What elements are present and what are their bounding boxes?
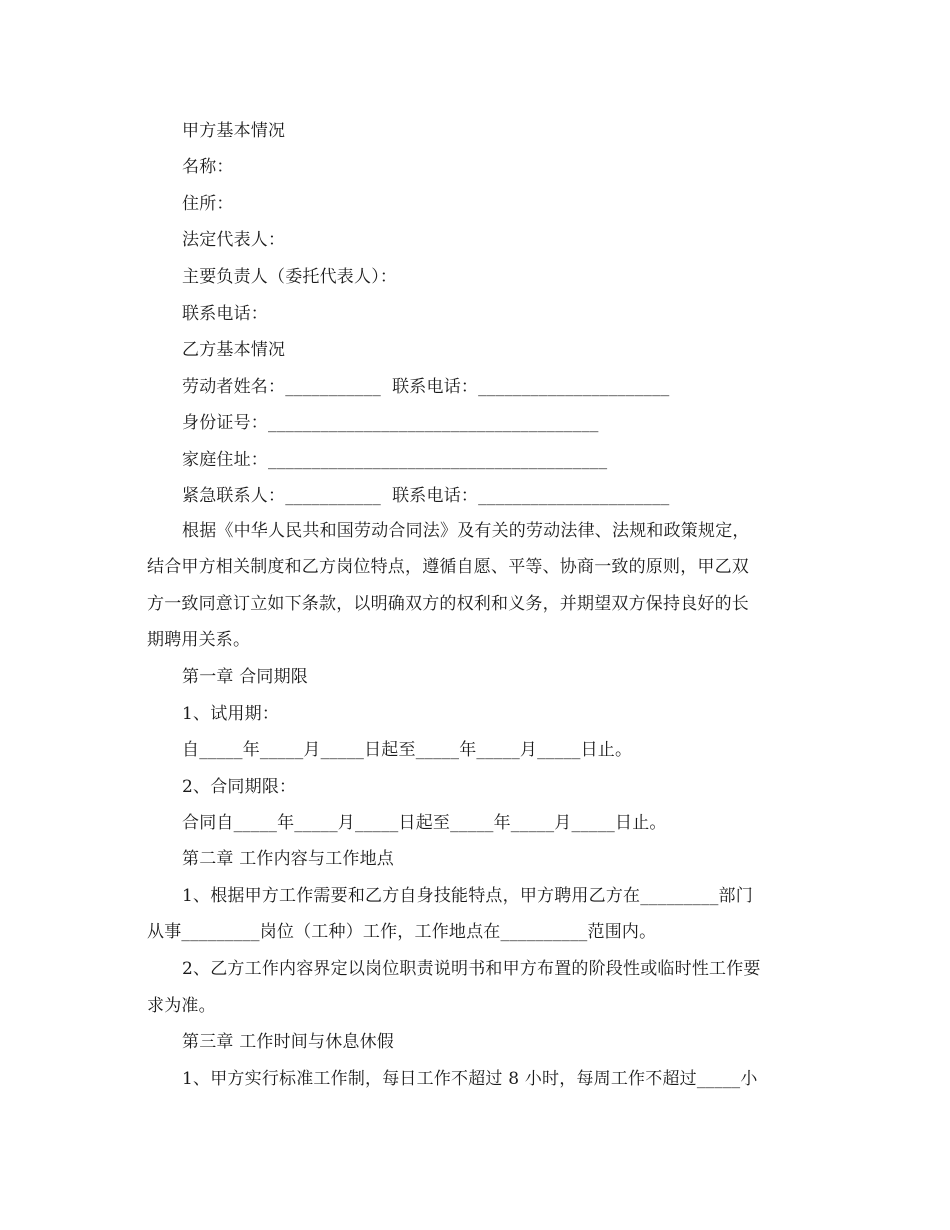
party-b-emergency-line: 紧急联系人：___________ 联系电话：______________________ xyxy=(182,486,670,506)
chapter-2-item-2-line-1: 2、乙方工作内容界定以岗位职责说明书和甲方布置的阶段性或临时性工作要 xyxy=(182,959,761,979)
chapter-2-item-1-line-2: 从事_________岗位（工种）工作，工作地点在__________范围内。 xyxy=(147,922,657,942)
party-a-name-label: 名称： xyxy=(182,157,234,177)
chapter-3-title: 第三章 工作时间与休息休假 xyxy=(182,1032,395,1052)
party-b-home-line: 家庭住址：_______________________________________ xyxy=(182,450,608,470)
preamble-line-4: 期聘用关系。 xyxy=(147,630,251,650)
chapter-1-item-1-text: 自_____年_____月_____日起至_____年_____月_____日止。 xyxy=(182,740,633,760)
party-a-heading: 甲方基本情况 xyxy=(182,121,286,141)
preamble-line-1: 根据《中华人民共和国劳动合同法》及有关的劳动法律、法规和政策规定， xyxy=(182,521,750,541)
party-a-address-label: 住所： xyxy=(182,194,234,214)
party-a-phone-label: 联系电话： xyxy=(182,304,268,324)
chapter-2-item-2-line-2: 求为准。 xyxy=(147,996,216,1016)
party-a-legal-rep-label: 法定代表人： xyxy=(182,230,286,250)
chapter-3-item-1: 1、甲方实行标准工作制，每日工作不超过 8 小时，每周工作不超过_____小 xyxy=(182,1069,758,1089)
preamble-line-3: 方一致同意订立如下条款，以明确双方的权利和义务，并期望双方保持良好的长 xyxy=(147,594,749,614)
party-b-worker-line: 劳动者姓名：___________ 联系电话：______________________ xyxy=(182,377,670,397)
chapter-2-item-1-line-1: 1、根据甲方工作需要和乙方自身技能特点，甲方聘用乙方在_________部门 xyxy=(182,886,753,906)
chapter-1-title: 第一章 合同期限 xyxy=(182,667,309,687)
party-b-id-line: 身份证号：______________________________________ xyxy=(182,413,599,433)
chapter-2-title: 第二章 工作内容与工作地点 xyxy=(182,849,395,869)
chapter-1-item-2-text: 合同自_____年_____月_____日起至_____年_____月_____日止。 xyxy=(182,813,667,833)
chapter-1-item-2-label: 2、合同期限： xyxy=(182,777,297,797)
chapter-1-item-1-label: 1、试用期： xyxy=(182,704,280,724)
party-a-principal-label: 主要负责人（委托代表人）： xyxy=(182,267,398,287)
party-b-heading: 乙方基本情况 xyxy=(182,340,286,360)
preamble-line-2: 结合甲方相关制度和乙方岗位特点，遵循自愿、平等、协商一致的原则，甲乙双 xyxy=(147,557,749,577)
